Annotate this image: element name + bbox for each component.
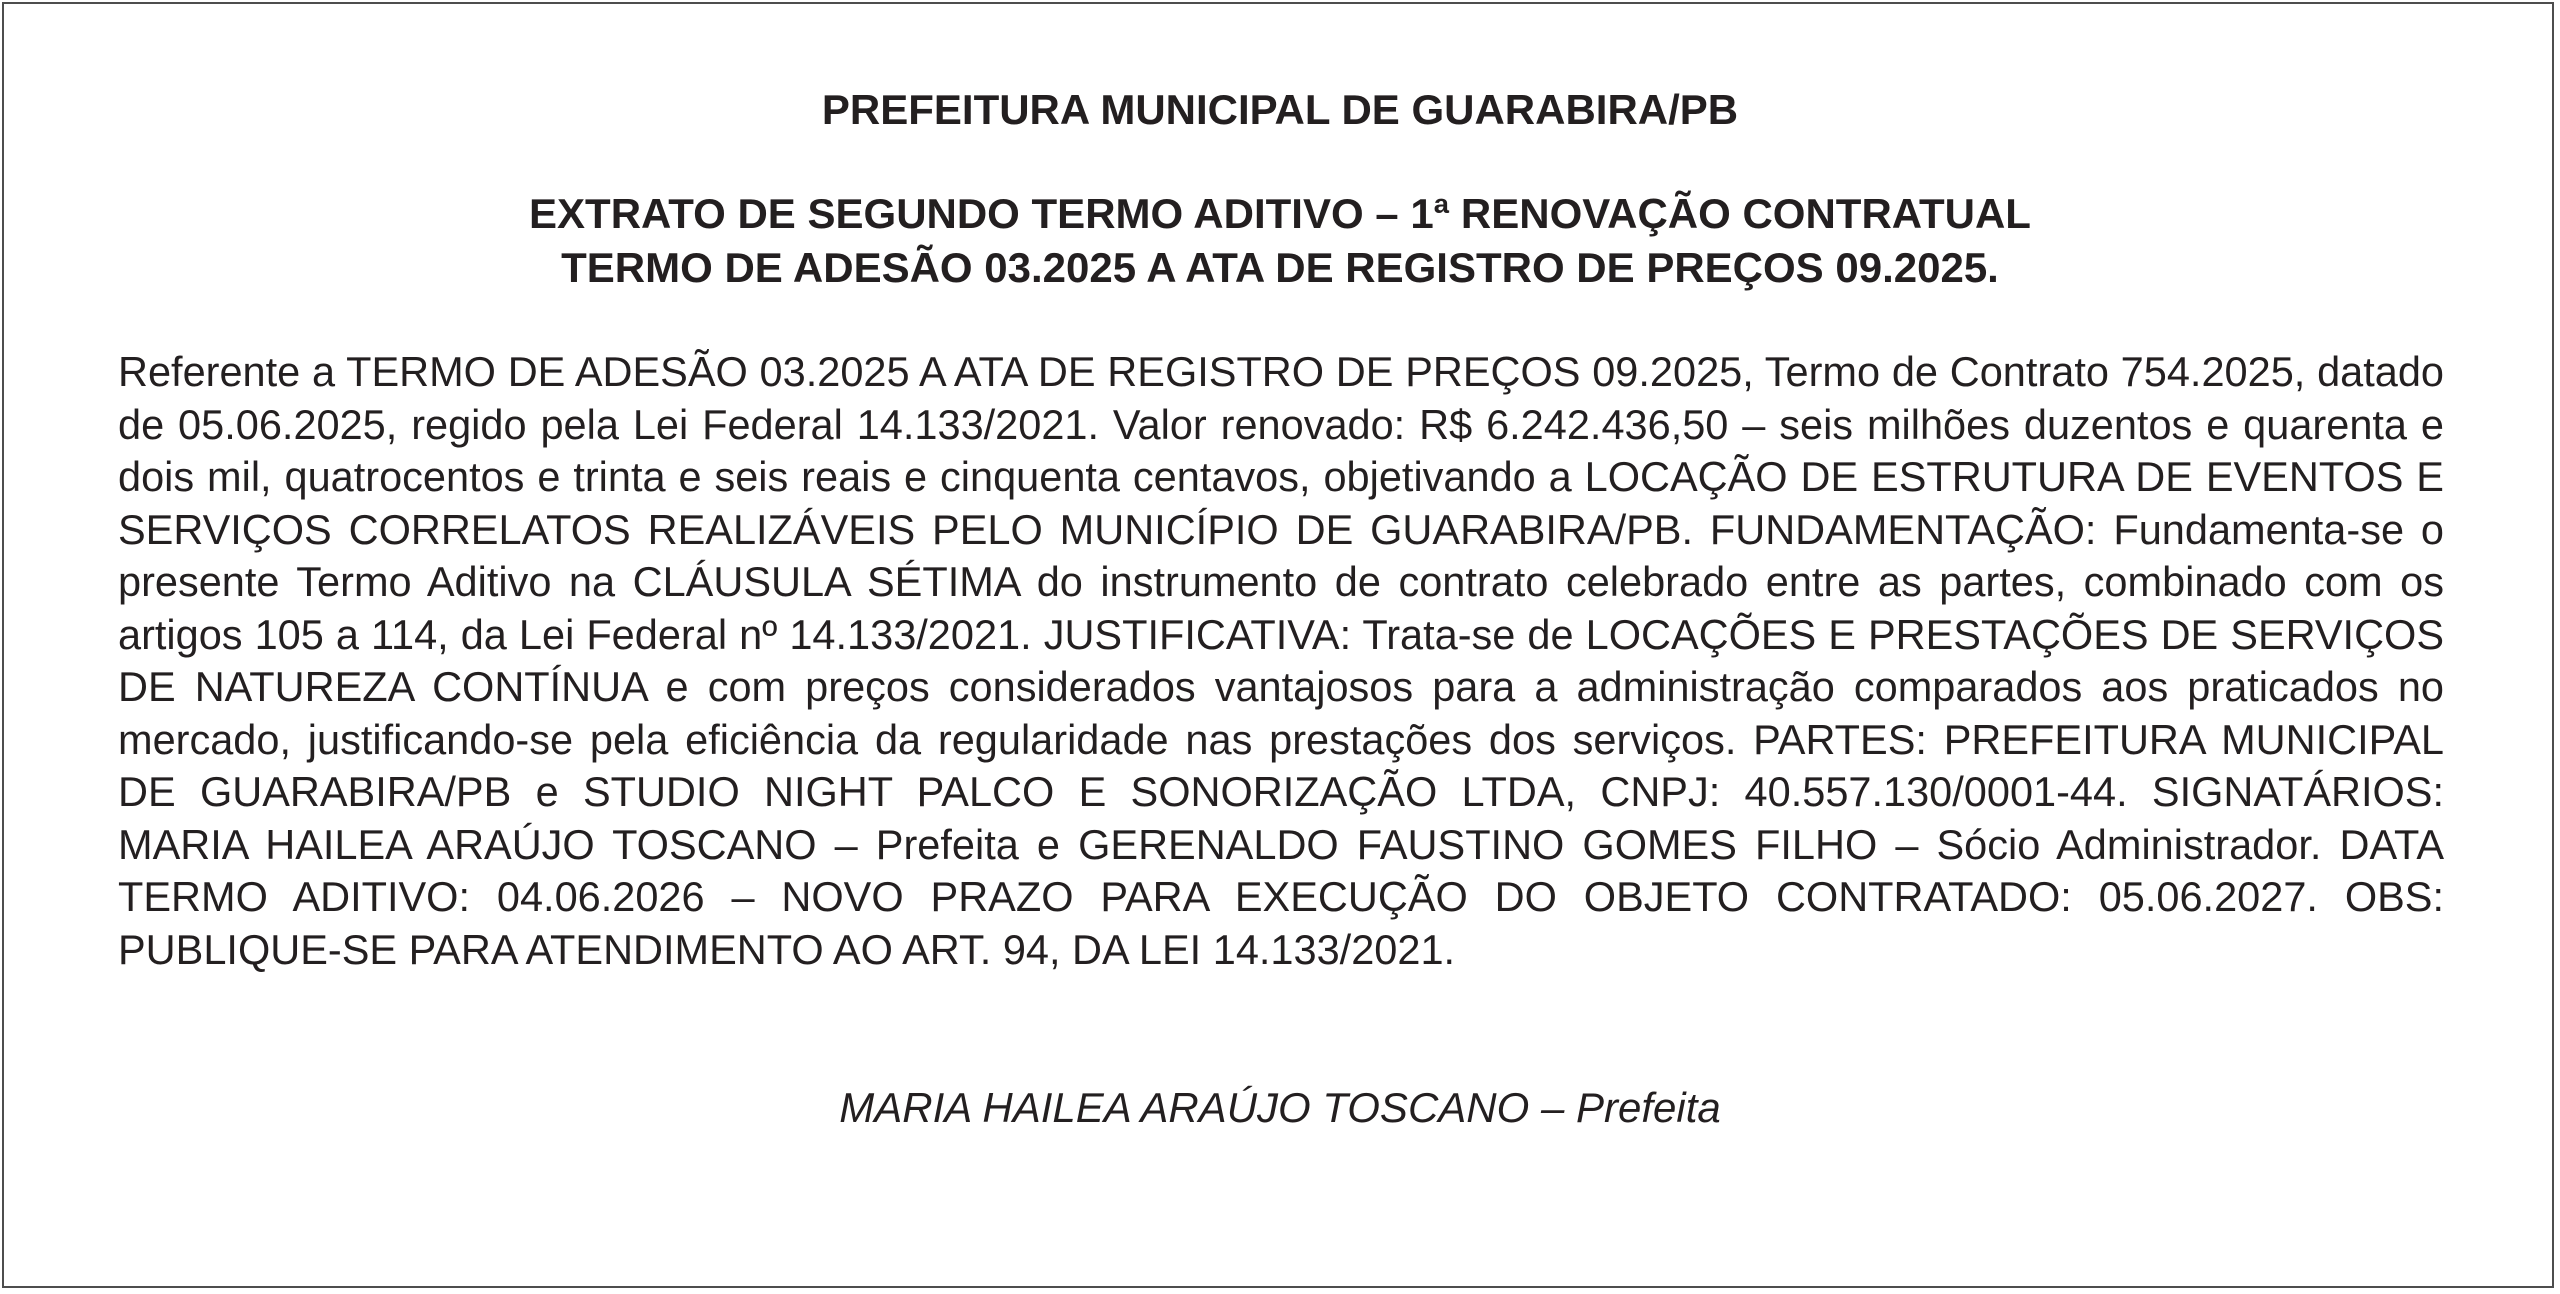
extract-subtitle: TERMO DE ADESÃO 03.2025 A ATA DE REGISTRO DE PREÇOS 09.2025. [561, 244, 1999, 291]
organization-title: PREFEITURA MUNICIPAL DE GUARABIRA/PB [821, 86, 1739, 133]
signature-line: MARIA HAILEA ARAÚJO TOSCANO – Prefeita [839, 1084, 1721, 1131]
extract-body-paragraph: Referente a TERMO DE ADESÃO 03.2025 A ATA DE REGISTRO DE PREÇOS 09.2025, Termo de Contrato 754.2025, datado de 05.06.2025, regido pela Lei Federal 14.133/2021. Valor renovado: R$ 6.242.436,50 – seis milhões duzentos e quarenta e dois mil, quatrocentos e trinta e seis reais e cinquenta centavos, objetivando a LOCAÇÃO DE ESTRUTURA DE EVENTOS E SERVIÇOS CORRELATOS REALIZÁVEIS PELO MUNICÍPIO DE GUARABIRA/PB. FUNDAMENTAÇÃO: Fundamenta-se o presente Termo Aditivo na CLÁUSULA SÉTIMA do instrumento de contrato celebrado entre as partes, combinado com os artigos 105 a 114, da Lei Federal nº 14.133/2021. JUSTIFICATIVA: Trata-se de LOCAÇÕES E PRESTAÇÕES DE SERVIÇOS DE NATUREZA CONTÍNUA e com preços considerados vantajosos para a administração comparados aos praticados no mercado, justificando-se pela eficiência da regularidade nas prestações dos serviços. PARTES: PREFEITURA MUNICIPAL DE GUARABIRA/PB e STUDIO NIGHT PALCO E SONORIZAÇÃO LTDA, CNPJ: 40.557.130/0001-44. SIGNATÁRIOS: MARIA HAILEA ARAÚJO TOSCANO – Prefeita e GERENALDO FAUSTINO GOMES FILHO – Sócio Administrador. DATA TERMO ADITIVO: 04.06.2026 – NOVO PRAZO PARA EXECUÇÃO DO OBJETO CONTRATADO: 05.06.2027. OBS: PUBLIQUE-SE PARA ATENDIMENTO AO ART. 94, DA LEI 14.133/2021. [118, 348, 2444, 973]
extract-title: EXTRATO DE SEGUNDO TERMO ADITIVO – 1ª RENOVAÇÃO CONTRATUAL [529, 190, 2031, 237]
